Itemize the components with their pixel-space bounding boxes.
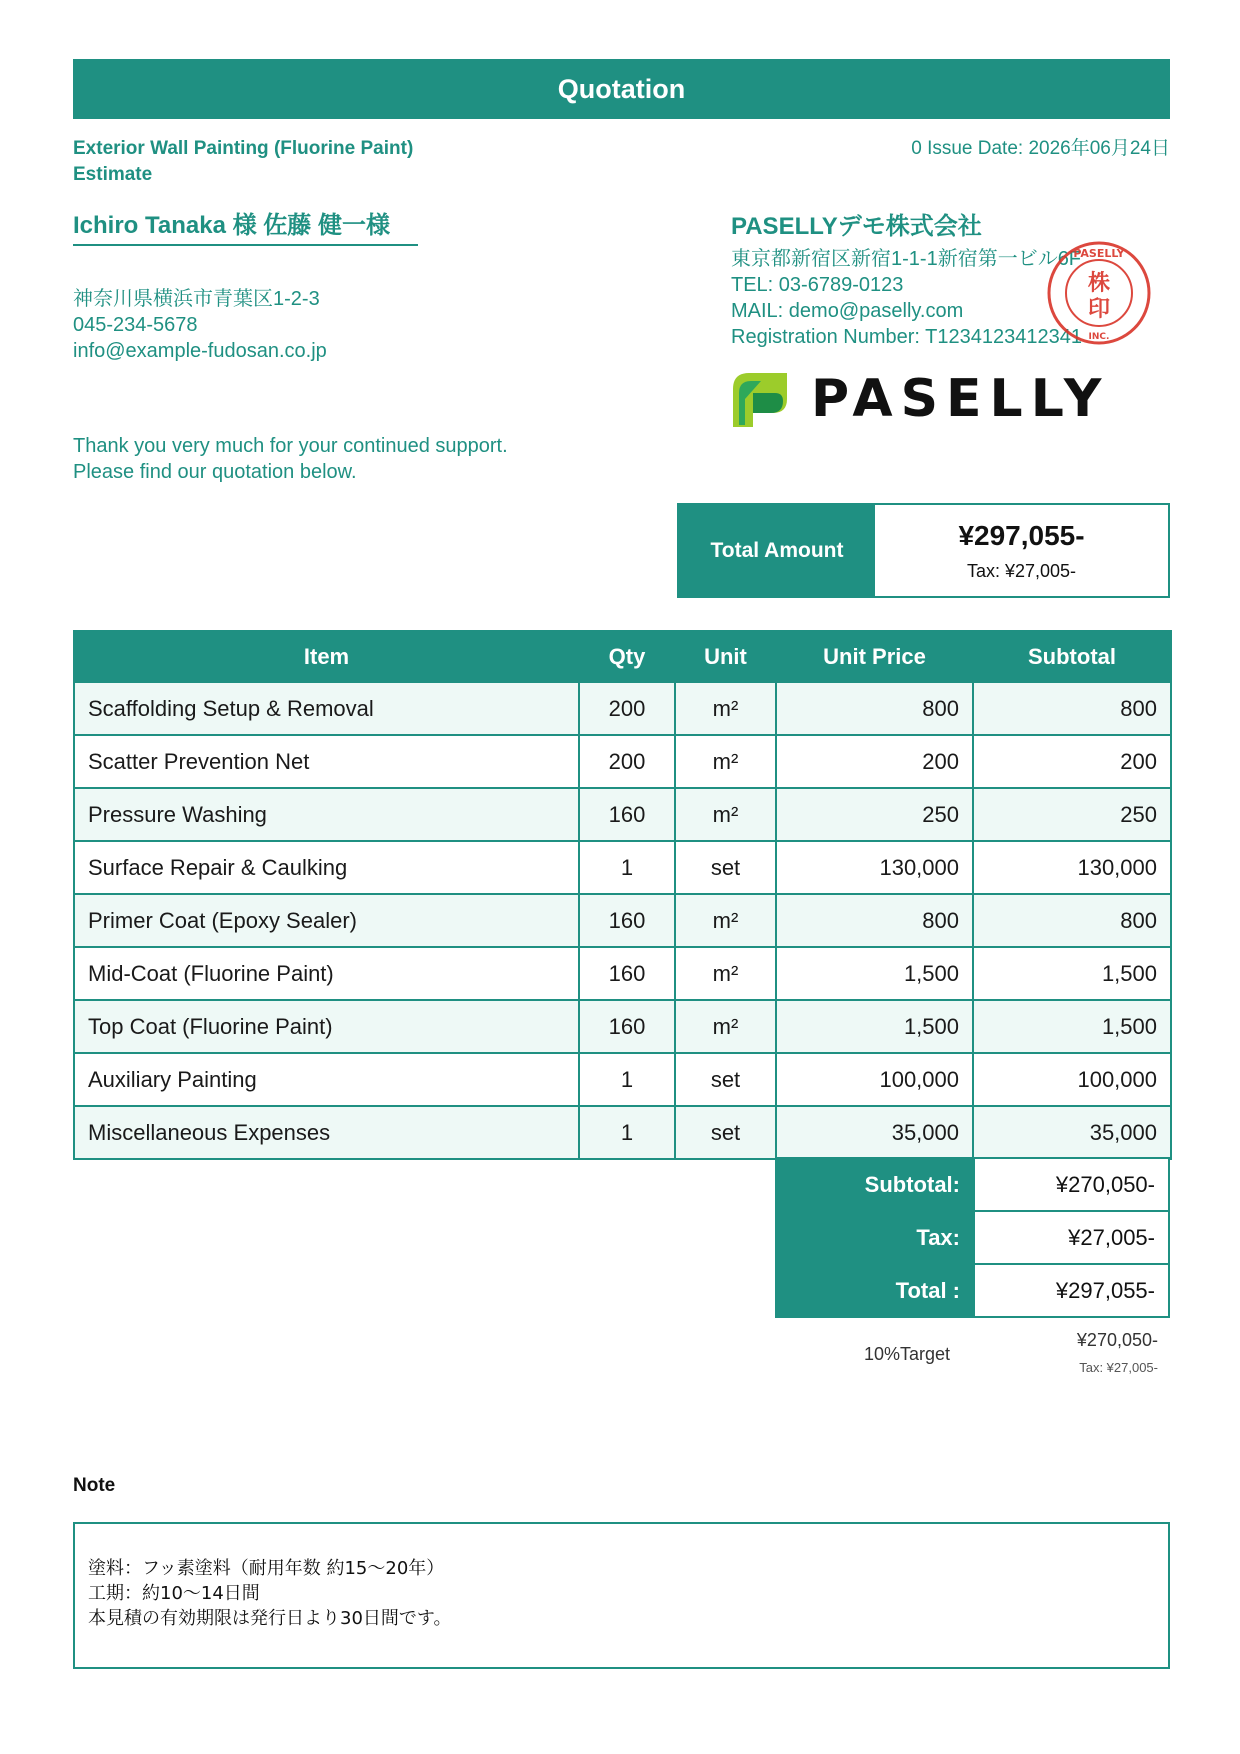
summary-tax-label: Tax: [776, 1211, 974, 1264]
cell-item-name: Scaffolding Setup & Removal [74, 682, 579, 735]
table-row [74, 788, 1171, 841]
cell-qty: 160 [579, 947, 675, 1000]
total-amount-tax: Tax: ¥27,005- [966, 561, 1077, 581]
summary-row-subtotal [776, 1158, 1169, 1211]
cell-unit-price: 1,500 [776, 1000, 973, 1053]
table-row [74, 947, 1171, 1000]
cell-subtotal: 800 [973, 682, 1171, 735]
cell-item-name: Top Coat (Fluorine Paint) [74, 1000, 579, 1053]
cell-subtotal: 1,500 [973, 1000, 1171, 1053]
cell-item-name: Pressure Washing [74, 788, 579, 841]
cell-unit: m² [675, 894, 776, 947]
total-amount-values [875, 505, 1168, 596]
cell-unit-price: 800 [776, 894, 973, 947]
cell-subtotal: 35,000 [973, 1106, 1171, 1159]
table-row [74, 894, 1171, 947]
cell-qty: 160 [579, 1000, 675, 1053]
cell-qty: 200 [579, 735, 675, 788]
table-row [74, 841, 1171, 894]
issue-date: 0 Issue Date: 2026年06月24日 [911, 138, 1170, 159]
subject-line-2: Estimate [73, 164, 153, 185]
company-name: PASELLYデモ株式会社 [731, 213, 982, 240]
paselly-leaf-icon [731, 369, 789, 429]
column-header-unit: Unit [675, 631, 776, 682]
client-address: 神奈川県横浜市青葉区1-2-3 [73, 288, 320, 310]
cell-unit: m² [675, 735, 776, 788]
tax-rate-target-label: 10%Target [864, 1344, 951, 1364]
cell-item-name: Auxiliary Painting [74, 1053, 579, 1106]
table-row [74, 1106, 1171, 1159]
column-header-unit-price: Unit Price [776, 631, 973, 682]
company-seal-stamp [1046, 240, 1152, 346]
note-line: 塗料：フッ素塗料（耐用年数 約15〜20年） [88, 1558, 445, 1579]
cell-qty: 1 [579, 1053, 675, 1106]
cell-unit: set [675, 1106, 776, 1159]
cell-subtotal: 250 [973, 788, 1171, 841]
cell-unit-price: 800 [776, 682, 973, 735]
column-header-subtotal: Subtotal [973, 631, 1171, 682]
cell-subtotal: 200 [973, 735, 1171, 788]
cell-unit-price: 35,000 [776, 1106, 973, 1159]
table-row [74, 1053, 1171, 1106]
column-header-item: Item [74, 631, 579, 682]
summary-total-label: Total : [776, 1264, 974, 1317]
note-line: 工期：約10〜14日間 [88, 1583, 260, 1604]
cell-qty: 1 [579, 841, 675, 894]
summary-row-tax [776, 1211, 1169, 1264]
seal-text-top: PASELLY [1073, 247, 1125, 260]
note-box [73, 1522, 1170, 1669]
cell-unit-price: 200 [776, 735, 973, 788]
subject-line-1: Exterior Wall Painting (Fluorine Paint) [73, 138, 414, 159]
cell-unit-price: 1,500 [776, 947, 973, 1000]
cell-subtotal: 100,000 [973, 1053, 1171, 1106]
cell-unit: m² [675, 947, 776, 1000]
quotation-subject [73, 136, 413, 188]
summary-row-total [776, 1264, 1169, 1317]
company-logo [731, 368, 1110, 430]
summary-total-value: ¥297,055- [974, 1264, 1169, 1317]
column-header-qty: Qty [579, 631, 675, 682]
cell-unit-price: 100,000 [776, 1053, 973, 1106]
cell-subtotal: 1,500 [973, 947, 1171, 1000]
tax-rate-target-amount: ¥270,050- [1076, 1330, 1158, 1350]
total-amount-label: Total Amount [679, 505, 875, 596]
cell-unit: m² [675, 1000, 776, 1053]
cell-item-name: Mid-Coat (Fluorine Paint) [74, 947, 579, 1000]
document-title: Quotation [73, 59, 1170, 119]
company-address: 東京都新宿区新宿1-1-1新宿第一ビル6F [731, 248, 1082, 270]
cell-subtotal: 130,000 [973, 841, 1171, 894]
cell-item-name: Scatter Prevention Net [74, 735, 579, 788]
table-row [74, 735, 1171, 788]
totals-summary-table [775, 1157, 1170, 1318]
table-row [74, 1000, 1171, 1053]
summary-tax-value: ¥27,005- [974, 1211, 1169, 1264]
company-tel: TEL: 03-6789-0123 [731, 274, 904, 296]
greeting-line-2: Please find our quotation below. [73, 461, 357, 483]
cell-qty: 160 [579, 788, 675, 841]
cell-unit: set [675, 841, 776, 894]
cell-unit: m² [675, 682, 776, 735]
cell-unit: set [675, 1053, 776, 1106]
summary-subtotal-value: ¥270,050- [974, 1158, 1169, 1211]
note-line: 本見積の有効期限は発行日より30日間です。 [88, 1608, 452, 1629]
note-heading: Note [73, 1475, 116, 1496]
seal-text-center-2: 印 [1087, 297, 1111, 322]
total-amount-value: ¥297,055- [958, 520, 1085, 551]
total-amount-box [677, 503, 1170, 598]
client-contact-block [73, 286, 327, 364]
cell-item-name: Miscellaneous Expenses [74, 1106, 579, 1159]
client-phone: 045-234-5678 [73, 314, 198, 336]
seal-text-center-1: 株 [1087, 271, 1111, 296]
seal-text-bottom: INC. [1088, 332, 1110, 342]
client-name: Ichiro Tanaka 様 佐藤 健一様 [73, 212, 418, 246]
summary-subtotal-label: Subtotal: [776, 1158, 974, 1211]
greeting-line-1: Thank you very much for your continued support. [73, 435, 508, 457]
table-header-row [74, 631, 1171, 682]
cell-unit-price: 130,000 [776, 841, 973, 894]
cell-subtotal: 800 [973, 894, 1171, 947]
cell-qty: 1 [579, 1106, 675, 1159]
company-registration-number: Registration Number: T1234123412341 [731, 326, 1082, 348]
line-items-table [73, 630, 1172, 1160]
cell-qty: 160 [579, 894, 675, 947]
greeting-message [73, 433, 508, 485]
company-contact-block [731, 246, 1082, 350]
cell-unit: m² [675, 788, 776, 841]
tax-rate-target-tax: Tax: ¥27,005- [1079, 1360, 1158, 1375]
client-email: info@example-fudosan.co.jp [73, 340, 327, 362]
company-mail: MAIL: demo@paselly.com [731, 300, 964, 322]
table-row [74, 682, 1171, 735]
cell-unit-price: 250 [776, 788, 973, 841]
logo-wordmark: PASELLY [811, 369, 1110, 429]
cell-item-name: Primer Coat (Epoxy Sealer) [74, 894, 579, 947]
cell-qty: 200 [579, 682, 675, 735]
cell-item-name: Surface Repair & Caulking [74, 841, 579, 894]
